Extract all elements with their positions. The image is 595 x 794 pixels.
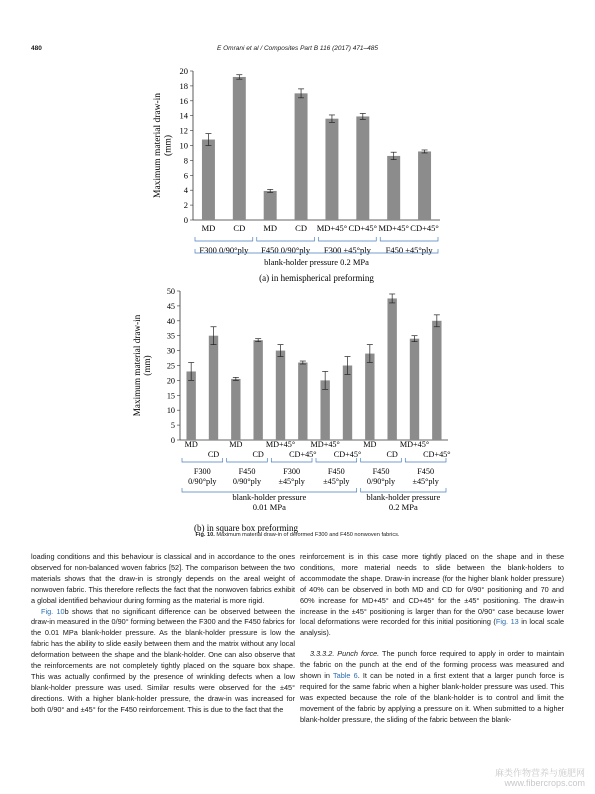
supergroup-label: blank-holder pressure (366, 492, 441, 502)
group-label: F450 (238, 467, 256, 476)
x-tick-label: CD+45° (410, 223, 439, 233)
chart-hemispherical (0, 55, 595, 295)
x-tick-label: MD (229, 440, 243, 449)
y-tick-label: 0 (183, 215, 188, 225)
bar (202, 140, 215, 220)
x-tick-label: MD+45° (378, 223, 409, 233)
bar (186, 371, 195, 440)
bar (418, 151, 431, 220)
group-label: F450 (417, 467, 435, 476)
figure-link[interactable]: Fig. 13 (495, 617, 519, 627)
y-tick-label: 12 (179, 125, 188, 136)
bar (410, 339, 419, 440)
right-paragraph-2 (300, 649, 564, 725)
x-tick-label: MD (201, 223, 216, 233)
x-tick-label: CD+45° (423, 450, 451, 459)
bar (298, 363, 307, 440)
section-heading: 3.3.3.2. Punch force. (310, 649, 380, 659)
group-label: ±45°ply (412, 477, 439, 486)
right-paragraph-1-text: reinforcement is in this case more tightly placed on the shape and in these conditions, more material needs to slide between the blank-holders to accommodate the shape. Draw-in increase (for the higher blank holder pressure) of 40% can be observed in both MD and CD for 0/90° positioning and 70 and 60% increase for MD+45° and CD+45° for the ±45° positioning. The draw-in increase in the ±45° positioning is larger than for the 0/90° case because lower local deformations were recorded for this initial positioning ( (300, 552, 564, 627)
y-tick-label: 8 (183, 155, 188, 166)
bar (365, 354, 374, 440)
y-axis-title: Maximum material draw-in(mm) (153, 93, 174, 198)
group-bracket (319, 237, 377, 241)
group-label: F300 (193, 467, 211, 476)
x-tick-label: CD+45° (348, 223, 378, 233)
group-bracket (195, 237, 253, 241)
y-tick-label: 15 (166, 391, 175, 401)
group-label: 0/90°ply (188, 477, 217, 486)
bar (343, 366, 352, 441)
group-label: 0/90°ply (366, 477, 396, 486)
y-tick-label: 35 (166, 331, 175, 341)
page-number: 480 (31, 45, 42, 52)
y-tick-label: 25 (166, 361, 175, 371)
chart-square-box (0, 280, 595, 535)
supergroup-label: blank-holder pressure 0.2 MPa (264, 257, 369, 267)
journal-citation: E Omrani et al / Composites Part B 116 (2017) 471–485 (216, 45, 379, 52)
group-label: ±45°ply (278, 477, 305, 486)
x-tick-label: MD+45° (399, 440, 430, 449)
y-tick-label: 30 (166, 346, 175, 356)
y-tick-label: 6 (183, 170, 188, 181)
y-tick-label: 40 (166, 316, 175, 326)
y-tick-label: 45 (166, 301, 175, 311)
bar (387, 298, 396, 440)
group-label: 0/90°ply (232, 477, 262, 486)
group-label: ±45°ply (323, 477, 350, 486)
y-tick-label: 10 (179, 140, 188, 151)
watermark (495, 768, 585, 788)
left-paragraph-2-text: b shows that no significant difference can be observed between the draw-in measured in the 0/90° forming between the F300 and the F450 fabrics for the 0.01 MPa blank-holder pressure. As the blank-holder pressure is low the fabric has the ability to slide easily between them and the matrix without any local deformation between the shape and the blank-holder. One can also observe that the reinforcements are not completely tightly placed on the square box shape. This was actually confirmed by the presence of wrinkling defects when a low blank-holder pressure was used. Similar results were observed for the ±45° directions. With a higher blank-holder pressure, the draw-in was increased for both 0/90° and ±45° for the F450 reinforcement. This is due to the fact that the (31, 606, 296, 714)
group-label: F450 0/90°ply (261, 245, 311, 255)
y-tick-label: 50 (166, 287, 175, 296)
group-label: F450 (327, 467, 345, 476)
figure-caption-text: Maximum material draw-in of deformed F300 and F450 nonwoven fabrics. (216, 532, 400, 538)
group-label: F300 0/90°ply (199, 245, 249, 255)
x-tick-label: CD (252, 450, 264, 459)
left-text-column (31, 552, 295, 716)
supergroup-label: 0.2 MPa (388, 502, 418, 512)
x-tick-label: MD (263, 223, 278, 233)
y-tick-label: 0 (170, 436, 175, 445)
y-axis-title: Maximum material draw-in(mm) (132, 314, 153, 417)
y-tick-label: 20 (179, 66, 188, 76)
chart-subtitle: (a) in hemispherical preforming (259, 273, 374, 283)
x-tick-label: MD (184, 440, 198, 449)
bar (253, 340, 262, 440)
bar (295, 93, 308, 220)
x-tick-label: MD+45° (310, 440, 340, 449)
group-label: F300 ±45°ply (323, 245, 371, 255)
right-paragraph-1-end: in local scale analysis). (300, 617, 564, 638)
right-paragraph-2-end: . It can be noted in a first extent that a larger punch force is required for the same fabric when a higher blank-holder pressure was used. This was expected because the role of the blank-holder is to control and limit the movement of the fabric by applying a pressure on it. When submitted to a higher blank-holder pressure, the sliding of the fabric between the blank- (300, 671, 565, 724)
y-tick-label: 5 (170, 421, 175, 431)
x-tick-label: MD+45° (265, 440, 296, 449)
x-tick-label: MD (363, 440, 377, 449)
left-paragraph-2 (31, 607, 295, 716)
left-paragraph-1: loading conditions and this behaviour is classical and in accordance to the ones observed for non-balanced woven fabrics [52]. The comparison between the two materials shows that the draw-in is strongly depends on the areal weight of nonwoven fabric. This therefore reflects the fact that the nonwoven fabrics exhibit a global identified behaviour during forming as the material is more rigid. (31, 552, 295, 605)
bar (432, 321, 441, 440)
supergroup-label: 0.01 MPa (252, 502, 286, 512)
chart-subtitle: (b) in square box preforming (194, 523, 298, 533)
right-text-column (300, 552, 564, 726)
x-tick-label: MD+45° (316, 223, 348, 233)
supergroup-label: blank-holder pressure (232, 492, 307, 502)
x-tick-label: CD+45° (289, 450, 317, 459)
figure-link[interactable]: Fig. 10 (41, 606, 65, 616)
right-paragraph-2-text: The punch force required to apply in order to maintain the fabric on the punch at the end of the forming process was measured and shown in (300, 649, 564, 681)
bar (233, 77, 246, 220)
bar (209, 336, 218, 440)
watermark-line-2: www.fibercrops.com (504, 778, 585, 788)
x-tick-label: CD (295, 223, 307, 233)
bar (264, 191, 277, 220)
bar (231, 379, 240, 440)
bar (325, 119, 338, 220)
x-tick-label: CD (386, 450, 398, 459)
y-tick-label: 16 (179, 95, 188, 106)
y-tick-label: 20 (166, 376, 175, 386)
watermark-line-1: 麻类作物营养与施肥网 (494, 768, 585, 778)
y-tick-label: 2 (183, 200, 188, 211)
y-tick-label: 4 (183, 185, 188, 196)
table-link[interactable]: Table 6 (333, 671, 358, 681)
group-label: F450 (372, 467, 390, 476)
x-tick-label: CD (233, 223, 246, 233)
right-paragraph-1 (300, 552, 564, 639)
group-bracket (257, 237, 315, 241)
bar (356, 116, 369, 220)
x-tick-label: CD+45° (333, 450, 362, 459)
y-tick-label: 10 (166, 406, 175, 416)
y-tick-label: 14 (179, 110, 188, 121)
group-label: F300 (283, 467, 301, 476)
x-tick-label: CD (207, 450, 220, 459)
y-tick-label: 18 (179, 80, 188, 91)
bar (387, 156, 400, 220)
figure-caption (0, 532, 595, 538)
group-bracket (380, 237, 438, 241)
group-label: F450 ±45°ply (385, 245, 433, 255)
figure-label: Fig. 10. (195, 532, 215, 538)
bar (276, 351, 285, 440)
